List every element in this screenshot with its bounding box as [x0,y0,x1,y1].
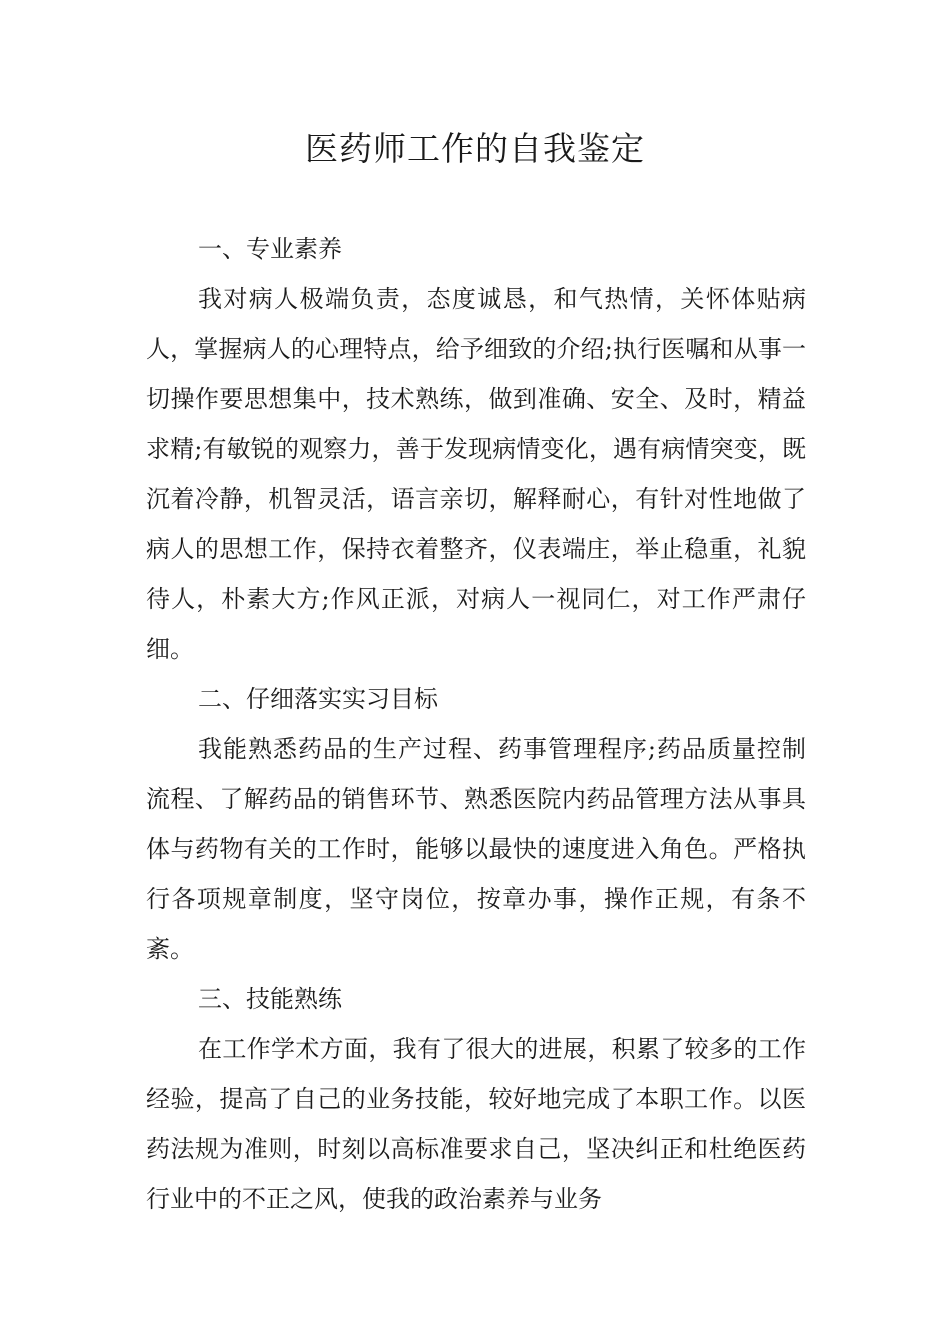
document-body [146,224,806,1224]
section-body-professional: 我对病人极端负责，态度诚恳，和气热情，关怀体贴病人，掌握病人的心理特点，给予细致的介绍;执行医嘱和从事一切操作要思想集中，技术熟练，做到准确、安全、及时，精益求精;有敏锐的观察力，善于发现病情变化，遇有病情突变，既沉着冷静，机智灵活，语言亲切，解释耐心，有针对性地做了病人的思想工作，保持衣着整齐，仪表端庄，举止稳重，礼貌待人，朴素大方;作风正派，对病人一视同仁，对工作严肃仔细。 [146,285,806,663]
document-title: 医药师工作的自我鉴定 [305,129,645,168]
section-heading-professional: 一、专业素养 [198,235,342,263]
section-body-skills: 在工作学术方面，我有了很大的进展，积累了较多的工作经验，提高了自己的业务技能，较好地完成了本职工作。以医药法规为准则，时刻以高标准要求自己，坚决纠正和杜绝医药行业中的不正之风，使我的政治素养与业务 [146,1035,806,1213]
section-heading-skills: 三、技能熟练 [198,985,342,1013]
section-body-internship-goals: 我能熟悉药品的生产过程、药事管理程序;药品质量控制流程、了解药品的销售环节、熟悉医院内药品管理方法从事具体与药物有关的工作时，能够以最快的速度进入角色。严格执行各项规章制度，坚守岗位，按章办事，操作正规，有条不紊。 [146,735,806,963]
section-heading-internship-goals: 二、仔细落实实习目标 [198,685,438,713]
